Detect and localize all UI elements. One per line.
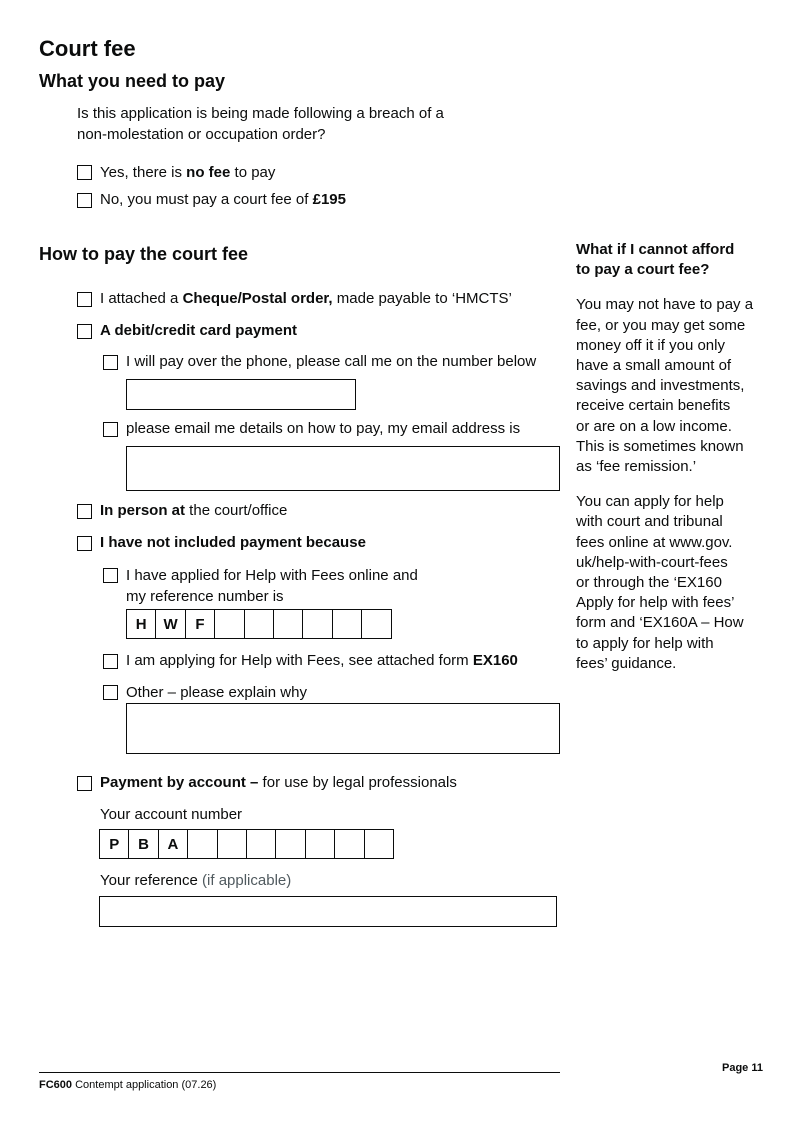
char-box[interactable] bbox=[364, 829, 394, 859]
footer-divider bbox=[39, 1072, 560, 1073]
account-checkbox[interactable] bbox=[77, 776, 92, 791]
char-box[interactable] bbox=[332, 609, 362, 639]
char-box[interactable] bbox=[334, 829, 364, 859]
text-line: This is sometimes known bbox=[576, 437, 744, 455]
phone-checkbox[interactable] bbox=[103, 355, 118, 370]
email-checkbox[interactable] bbox=[103, 422, 118, 437]
no-fee-label bbox=[100, 163, 275, 183]
label-text: made payable to ‘HMCTS’ bbox=[332, 290, 512, 307]
section-title-how-to-pay: How to pay the court fee bbox=[39, 244, 249, 264]
char-box[interactable]: F bbox=[185, 609, 215, 639]
label-text: Yes, there is bbox=[100, 164, 187, 181]
label-text: I attached a bbox=[100, 290, 183, 307]
email-address-field[interactable] bbox=[126, 446, 560, 491]
hwf-online-checkbox[interactable] bbox=[103, 568, 118, 583]
form-code: EX160 bbox=[472, 652, 518, 669]
label-text: the court/office bbox=[185, 502, 288, 519]
text-line: to apply for help with bbox=[576, 634, 714, 652]
in-person-label bbox=[100, 501, 287, 521]
title-line: What if I cannot afford bbox=[576, 241, 735, 258]
hwf-online-label bbox=[126, 565, 418, 607]
char-box[interactable]: H bbox=[126, 609, 156, 639]
text-line: uk/help-with-court-fees bbox=[576, 553, 728, 571]
text-line: form and ‘EX160A – How bbox=[576, 614, 744, 632]
cheque-label bbox=[100, 289, 512, 309]
label-text: for use by legal professionals bbox=[258, 774, 457, 791]
text-line: savings and investments, bbox=[576, 377, 745, 395]
text-line: or through the ‘EX160 bbox=[576, 574, 722, 592]
fee-help-sidebar bbox=[576, 240, 766, 674]
hwf-form-label bbox=[126, 651, 518, 671]
text-line: money off it if you only bbox=[576, 336, 725, 354]
text-line: or are on a low income. bbox=[576, 417, 732, 435]
text-line: fees online at www.gov. bbox=[576, 533, 733, 551]
label-text: Your reference bbox=[100, 872, 198, 889]
pba-account-boxes[interactable] bbox=[99, 829, 394, 859]
char-box[interactable] bbox=[217, 829, 247, 859]
sidebar-title bbox=[576, 240, 766, 280]
account-label bbox=[100, 773, 457, 793]
other-checkbox[interactable] bbox=[103, 685, 118, 700]
char-box[interactable] bbox=[302, 609, 332, 639]
hwf-form-checkbox[interactable] bbox=[103, 654, 118, 669]
text-line: with court and tribunal bbox=[576, 513, 723, 531]
phone-number-field[interactable] bbox=[126, 379, 356, 410]
in-person-checkbox[interactable] bbox=[77, 504, 92, 519]
char-box[interactable]: W bbox=[155, 609, 185, 639]
reference-field[interactable] bbox=[99, 896, 557, 927]
other-explanation-field[interactable] bbox=[126, 703, 560, 754]
sidebar-paragraph bbox=[576, 295, 766, 477]
text-line: You may not have to pay a bbox=[576, 296, 754, 314]
label-text: I am applying for Help with Fees, see attached form bbox=[126, 652, 473, 669]
account-number-label: Your account number bbox=[100, 806, 243, 823]
label-line: I have applied for Help with Fees online and bbox=[126, 567, 418, 584]
not-included-checkbox[interactable] bbox=[77, 536, 92, 551]
text-line: receive certain benefits bbox=[576, 397, 731, 415]
label-bold: A debit/credit card payment bbox=[100, 322, 297, 339]
email-label: please email me details on how to pay, my email address is bbox=[126, 420, 521, 437]
pay-fee-label bbox=[100, 190, 346, 210]
text-line: fee, or you may get some bbox=[576, 316, 746, 334]
form-name: Contempt application (07.26) bbox=[72, 1079, 217, 1091]
text-line: as ‘fee remission.’ bbox=[576, 458, 697, 476]
label-text: No, you must pay a court fee of bbox=[100, 191, 313, 208]
no-fee-checkbox[interactable] bbox=[77, 165, 92, 180]
char-box[interactable] bbox=[273, 609, 303, 639]
sidebar-paragraph bbox=[576, 492, 766, 674]
char-box[interactable] bbox=[214, 609, 244, 639]
char-box[interactable]: A bbox=[158, 829, 188, 859]
question-line: non-molestation or occupation order? bbox=[77, 126, 326, 143]
breach-question bbox=[77, 103, 444, 145]
text-line: You can apply for help bbox=[576, 493, 724, 511]
not-included-label bbox=[100, 533, 366, 553]
label-line: my reference number is bbox=[126, 588, 284, 605]
other-label: Other – please explain why bbox=[126, 684, 307, 701]
title-line: to pay a court fee? bbox=[576, 261, 710, 279]
footer-form-info bbox=[39, 1079, 216, 1091]
label-bold: In person at bbox=[100, 502, 186, 519]
char-box[interactable]: B bbox=[128, 829, 158, 859]
hint-text: (if applicable) bbox=[197, 872, 292, 889]
page-title: Court fee bbox=[39, 36, 136, 61]
label-text: to pay bbox=[230, 164, 276, 181]
card-checkbox[interactable] bbox=[77, 324, 92, 339]
reference-label bbox=[100, 871, 291, 891]
fee-amount: £195 bbox=[312, 191, 346, 208]
text-line: Apply for help with fees’ bbox=[576, 594, 735, 612]
question-line: Is this application is being made following a breach of a bbox=[77, 105, 444, 122]
char-box[interactable] bbox=[187, 829, 217, 859]
label-bold: Payment by account – bbox=[100, 774, 259, 791]
page-number: Page 11 bbox=[722, 1062, 763, 1074]
char-box[interactable] bbox=[244, 609, 274, 639]
label-bold: I have not included payment because bbox=[100, 534, 366, 551]
pay-fee-checkbox[interactable] bbox=[77, 193, 92, 208]
label-bold: no fee bbox=[186, 164, 231, 181]
cheque-checkbox[interactable] bbox=[77, 292, 92, 307]
section-title-what-to-pay: What you need to pay bbox=[39, 71, 226, 91]
card-label bbox=[100, 321, 297, 341]
char-box[interactable] bbox=[275, 829, 305, 859]
char-box[interactable] bbox=[305, 829, 335, 859]
char-box[interactable]: P bbox=[99, 829, 129, 859]
text-line: fees’ guidance. bbox=[576, 654, 677, 672]
phone-label: I will pay over the phone, please call me on the number below bbox=[126, 353, 537, 370]
char-box[interactable] bbox=[361, 609, 391, 639]
label-bold: Cheque/Postal order, bbox=[182, 290, 333, 307]
char-box[interactable] bbox=[246, 829, 276, 859]
hwf-reference-boxes[interactable] bbox=[126, 609, 392, 639]
text-line: have a small amount of bbox=[576, 357, 732, 375]
form-code: FC600 bbox=[39, 1079, 73, 1091]
